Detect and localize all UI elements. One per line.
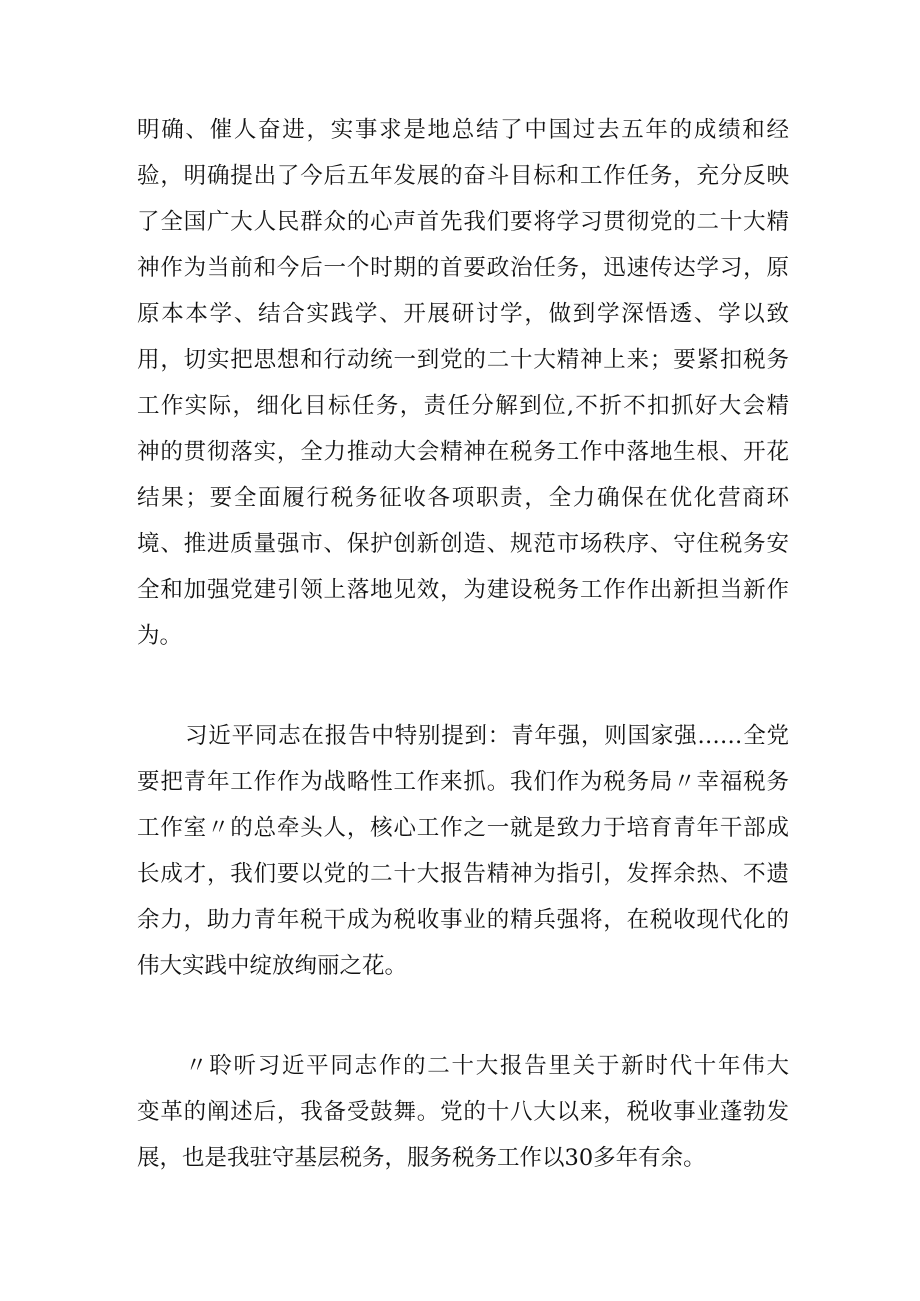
text-line: 用，切实把思想和行动统一到党的二十大精神上来；要紧扣税务 — [137, 347, 789, 373]
text-line: 神作为当前和今后一个时期的首要政治任务，迅速传达学习，原 — [137, 255, 789, 281]
text-line: 要把青年工作作为战略性工作来抓。我们作为税务局〃幸福税务 — [137, 769, 789, 795]
text-line: 展，也是我驻守基层税务，服务税务工作以30多年有余。 — [137, 1145, 706, 1171]
text-line: 长成才，我们要以党的二十大报告精神为指引，发挥余热、不遗 — [137, 861, 789, 887]
text-line: 了全国广大人民群众的心声首先我们要将学习贯彻党的二十大精 — [137, 209, 789, 235]
text-line: 余力，助力青年税干成为税收事业的精兵强将，在税收现代化的 — [137, 907, 789, 933]
text-line: 境、推进质量强市、保护创新创造、规范市场秩序、守住税务安 — [137, 531, 789, 557]
text-line: 工作室〃的总牵头人，核心工作之一就是致力于培育青年干部成 — [137, 815, 789, 841]
text-line: 验，明确提出了今后五年发展的奋斗目标和工作任务，充分反映 — [137, 163, 789, 189]
text-line: 神的贯彻落实，全力推动大会精神在税务工作中落地生根、开花 — [137, 439, 789, 465]
text-line: 原本本学、结合实践学、开展研讨学，做到学深悟透、学以致 — [137, 301, 789, 327]
text-line: 变革的阐述后，我备受鼓舞。党的十八大以来，税收事业蓬勃发 — [137, 1099, 789, 1125]
text-line: 习近平同志在报告中特别提到：青年强，则国家强……全党 — [185, 723, 789, 749]
text-line: 〃聆听习近平同志作的二十大报告里关于新时代十年伟大 — [185, 1053, 789, 1079]
text-line: 明确、催人奋进，实事求是地总结了中国过去五年的成绩和经 — [137, 117, 789, 143]
text-line: 结果；要全面履行税务征收各项职责，全力确保在优化营商环 — [137, 485, 789, 511]
text-line: 全和加强党建引领上落地见效，为建设税务工作作出新担当新作 — [137, 577, 789, 603]
text-line: 伟大实践中绽放绚丽之花。 — [137, 953, 408, 979]
text-line: 工作实际，细化目标任务，责任分解到位,不折不扣抓好大会精 — [137, 393, 789, 419]
text-line: 为。 — [137, 623, 183, 649]
